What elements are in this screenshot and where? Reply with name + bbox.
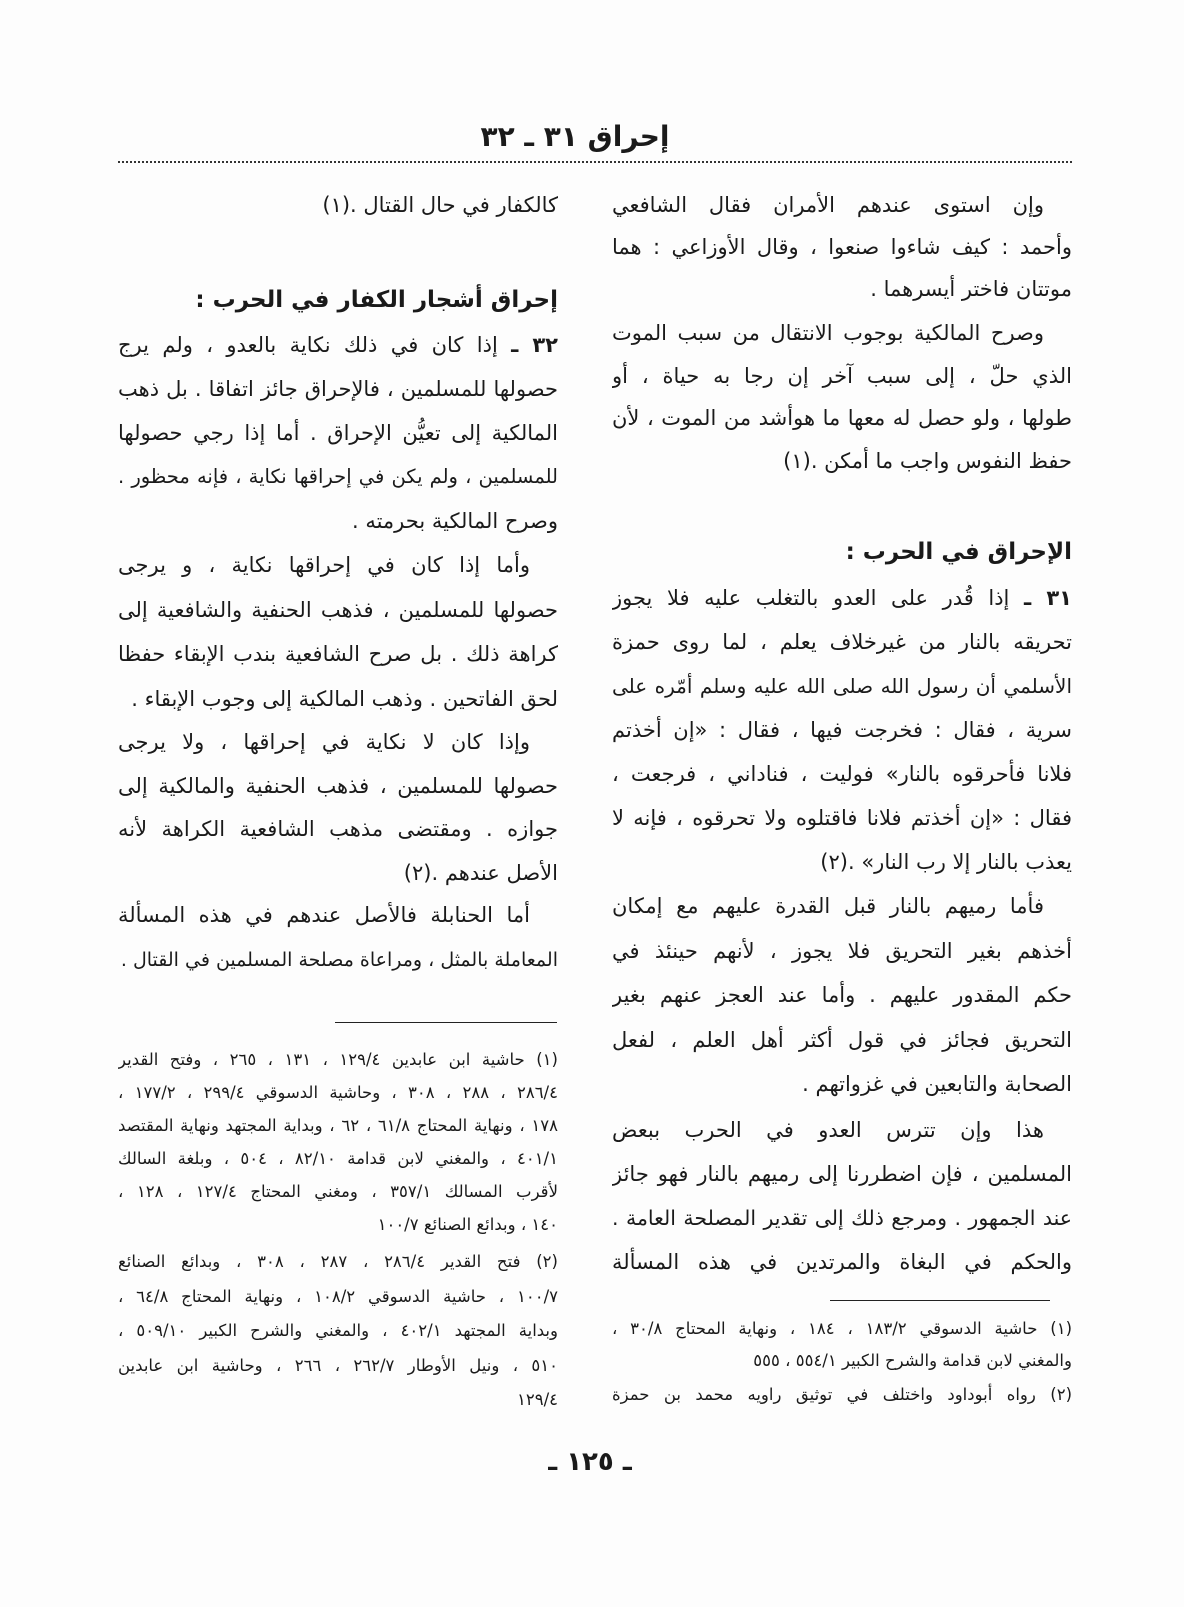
text-line: جوازه . ومقتضى مذهب الشافعية الكراهة لأنه <box>118 817 558 841</box>
left-paragraph-5 <box>118 893 558 983</box>
text-line: المالكية إلى تعيُّن الإحراق . أما إذا رجي حصولها <box>118 421 558 445</box>
text-line: والحكم في البغاة والمرتدين في هذه المسألة <box>612 1250 1072 1274</box>
right-paragraph-4 <box>612 884 1072 1107</box>
text-line: وإن استوى عندهم الأمران فقال الشافعي <box>612 193 1044 217</box>
text-line: لحق الفاتحين . وذهب المالكية إلى وجوب الإبقاء . <box>131 686 558 711</box>
footnote-line: ٤٠١/١ ، والمغني لابن قدامة ٨٢/١٠ ، ٥٠٤ ، وبلغة السالك <box>118 1149 558 1168</box>
footnote-line: ١٠٠/٧ ، حاشية الدسوقي ١٠٨/٢ ، ونهاية المحتاج ٦٤/٨ ، <box>118 1286 558 1306</box>
paragraph-text: إذا كان في ذلك نكاية بالعدو ، ولم يرج <box>118 333 498 357</box>
footnote-line: والمغني لابن قدامة والشرح الكبير ٥٥٤/١ ، ٥٥٥ <box>753 1351 1072 1370</box>
text-line: كراهة ذلك . بل صرح الشافعية بندب الإبقاء حفظا <box>118 642 558 666</box>
footnote-line: (١) حاشية ابن عابدين ١٢٩/٤ ، ١٣١ ، ٢٦٥ ، وفتح القدير <box>118 1050 558 1069</box>
text-line: أما الحنابلة فالأصل عندهم في هذه المسألة <box>118 903 530 927</box>
footnote-line: وبداية المجتهد ٤٠٢/١ ، والمغني والشرح الكبير ٥٠٩/١٠ ، <box>118 1321 558 1340</box>
footnote-line: ١٢٩/٤ <box>516 1390 558 1409</box>
text-line: حصولها للمسلمين ، فالإحراق جائز اتفاقا . بل ذهب <box>118 377 558 401</box>
section-heading-burning-trees: إحراق أشجار الكفار في الحرب : <box>195 287 558 313</box>
right-footnote-2 <box>612 1378 1072 1412</box>
left-paragraph-1 <box>118 184 558 226</box>
text-line: حفظ النفوس واجب ما أمكن .(١) <box>783 448 1072 473</box>
left-paragraph-32 <box>118 323 558 543</box>
text-line: موتتان فاختر أيسرهما . <box>870 277 1072 301</box>
footnote-line: ١٧٨ ، ونهاية المحتاج ٦١/٨ ، ٦٢ ، وبداية المجتهد ونهاية المقتصد <box>118 1116 558 1135</box>
section-heading-burning-in-war: الإحراق في الحرب : <box>845 539 1072 565</box>
right-paragraph-5 <box>612 1108 1072 1284</box>
right-footnote-divider <box>830 1300 1050 1301</box>
text-line: فقال : «إن أخذتم فلانا فاقتلوه ولا تحرقوه ، فإنه لا <box>612 806 1072 830</box>
text-line: الذي حلّ ، إلى سبب آخر إن رجا به حياة ، أو <box>612 363 1072 388</box>
text-line: للمسلمين ، ولم يكن في إحراقها نكاية ، فإنه محظور . <box>118 465 558 488</box>
text-line: يعذب بالنار إلا رب النار» .(٢) <box>820 850 1072 874</box>
text-line: التحريق فجائز في قول أكثر أهل العلم ، لفعل <box>612 1027 1072 1052</box>
running-header: إحراق ٣١ ـ ٣٢ <box>480 120 670 153</box>
right-paragraph-31 <box>612 576 1072 884</box>
text-line: الأصل عندهم .(٢) <box>403 860 558 885</box>
text-line: أخذهم بغير التحريق فلا يجوز ، لأنهم حينئذ في <box>612 938 1072 963</box>
footnote-line: (١) حاشية الدسوقي ١٨٣/٢ ، ١٨٤ ، ونهاية المحتاج ٣٠/٨ ، <box>612 1319 1072 1338</box>
left-paragraph-4 <box>118 721 558 895</box>
footnote-line: لأقرب المسالك ٣٥٧/١ ، ومغني المحتاج ١٢٧/٤ ، ١٢٨ ، <box>118 1182 558 1201</box>
text-line: المعاملة بالمثل ، ومراعاة مصلحة المسلمين في القتال . <box>120 949 558 971</box>
right-paragraph-2 <box>612 312 1072 482</box>
footnote-line: ٢٨٦/٤ ، ٢٨٨ ، ٣٠٨ ، وحاشية الدسوقي ٢٩٩/٤ ، ١٧٧/٢ ، <box>118 1083 558 1102</box>
text-line: طولها ، ولو حصل له معها ما هوأشد من الموت ، لأن <box>612 406 1072 430</box>
text-line: كالكفار في حال القتال .(١) <box>322 193 558 217</box>
text-line: هذا وإن تترس العدو في الحرب ببعض <box>612 1118 1044 1142</box>
text-line <box>118 323 558 367</box>
page-number: ـ ١٢٥ ـ <box>548 1447 632 1477</box>
text-line: فلانا فأحرقوه بالنار» فوليت ، فناداني ، فرجعت ، <box>612 762 1072 786</box>
left-footnote-1 <box>118 1043 558 1241</box>
text-line: سرية ، فقال : فخرجت فيها ، فقال : «إن أخذتم <box>612 718 1072 742</box>
text-line: وصرح المالكية بحرمته . <box>351 509 558 533</box>
text-line: حصولها للمسلمين ، فذهب الحنفية والشافعية إلى <box>118 597 558 622</box>
text-line: فأما رميهم بالنار قبل القدرة عليهم مع إمكان <box>612 894 1044 918</box>
right-footnote-1 <box>612 1313 1072 1377</box>
footnote-line: (٢) فتح القدير ٢٨٦/٤ ، ٢٨٧ ، ٣٠٨ ، وبدائع الصنائع <box>118 1252 558 1271</box>
text-line: وأحمد : كيف شاءوا صنعوا ، وقال الأوزاعي : هما <box>612 235 1072 259</box>
text-line: المسلمين ، فإن اضطررنا إلى رميهم بالنار فهو جائز <box>612 1162 1072 1186</box>
text-line: وأما إذا كان في إحراقها نكاية ، و يرجى <box>118 553 530 577</box>
footnote-line: ٥١٠ ، ونيل الأوطار ٢٦٢/٧ ، ٢٦٦ ، وحاشية ابن عابدين <box>118 1355 558 1375</box>
paragraph-number: ٣٢ ـ <box>511 333 558 357</box>
text-line: الأسلمي أن رسول الله صلى الله عليه وسلم أمّره على <box>612 674 1072 698</box>
paragraph-text: إذا قُدر على العدو بالتغلب عليه فلا يجوز <box>612 586 1010 610</box>
left-footnote-2 <box>118 1245 558 1418</box>
header-dotted-divider <box>118 161 1072 163</box>
footnote-line: ١٤٠ ، وبدائع الصنائع ١٠٠/٧ <box>377 1215 558 1234</box>
right-paragraph-1 <box>612 184 1072 310</box>
text-line: وإذا كان لا نكاية في إحراقها ، ولا يرجى <box>118 730 530 754</box>
footnote-line: (٢) رواه أبوداود واختلف في توثيق راويه محمد بن حمزة <box>612 1385 1072 1404</box>
text-line: وصرح المالكية بوجوب الانتقال من سبب الموت <box>612 321 1044 345</box>
text-line: تحريقه بالنار من غيرخلاف يعلم ، لما روى حمزة <box>612 630 1072 654</box>
text-line: حصولها للمسلمين ، فذهب الحنفية والمالكية إلى <box>118 773 558 798</box>
left-paragraph-3 <box>118 543 558 721</box>
paragraph-number: ٣١ ـ <box>1023 586 1072 610</box>
text-line: حكم المقدور عليهم . وأما عند العجز عنهم بغير <box>612 983 1072 1007</box>
text-line: الصحابة والتابعين في غزواتهم . <box>802 1072 1072 1096</box>
text-line <box>612 576 1072 620</box>
left-footnote-divider <box>335 1022 557 1023</box>
text-line: عند الجمهور . ومرجع ذلك إلى تقدير المصلحة العامة . <box>612 1206 1072 1230</box>
